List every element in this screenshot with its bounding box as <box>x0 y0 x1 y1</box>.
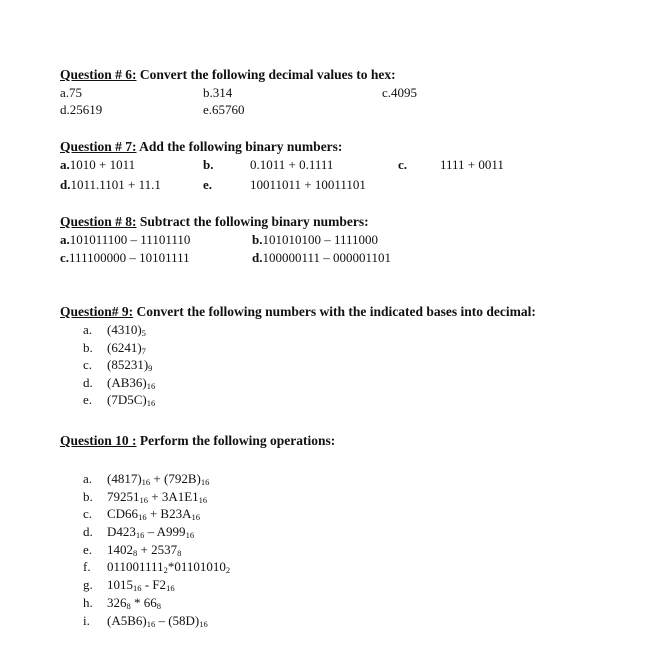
q6-item-b: b.314 <box>203 85 233 100</box>
q10-item-base1: 16 <box>133 583 142 594</box>
q10-item-letter: c. <box>83 506 93 522</box>
q10-item-letter: d. <box>83 524 93 540</box>
q9-label: Question# 9: <box>60 304 134 319</box>
q10-item-base1: 8 <box>126 600 131 611</box>
q10-item-base2: 8 <box>156 600 161 611</box>
q9-item-number: (AB36) <box>107 374 147 390</box>
q9-text: Convert the following numbers with the indicated bases into decimal: <box>133 304 536 319</box>
q10-item-operand2: * 66 <box>130 594 157 610</box>
q8-letter-a: a. <box>60 232 70 247</box>
q10-item-operand2: *01101010 <box>167 559 226 575</box>
q10-list <box>83 472 230 631</box>
q9-item-number: (4310) <box>107 322 142 337</box>
q6-item-c: c.4095 <box>382 85 418 100</box>
q10-item-base2: 16 <box>166 583 175 594</box>
q7-label: Question # 7: <box>60 139 137 154</box>
q10-item-operand2: + 2537 <box>137 541 178 557</box>
q7-letter-a: a. <box>60 157 70 172</box>
q9-item <box>83 393 155 411</box>
q8-label: Question # 8: <box>60 214 137 229</box>
q9-item <box>83 376 155 394</box>
q9-item-letter: e. <box>83 392 93 407</box>
q8-item-c <box>60 251 190 264</box>
q6-label: Question # 6: <box>60 67 137 82</box>
q8-letter-b: b. <box>252 232 263 247</box>
q10-item-operand2: + 3A1E1 <box>148 488 199 504</box>
q10-item-base2: 16 <box>199 618 208 629</box>
q8-value-d: 100000111 – 000001101 <box>262 250 392 265</box>
q9-item-letter: c. <box>83 357 93 372</box>
q10-item-base2: 2 <box>225 565 231 576</box>
q8-value-a: 101011100 – 11101110 <box>69 232 191 247</box>
q9-item-base: 9 <box>148 363 153 373</box>
q7-letter-c: c. <box>398 157 408 172</box>
q10-item-operand2: + (792B) <box>150 471 201 486</box>
q7-value-a: 1010 + 1011 <box>69 157 136 172</box>
q10-item <box>83 578 230 596</box>
q10-item-operand1: (4817) <box>107 471 142 486</box>
q10-item-operand1: 1402 <box>107 541 133 557</box>
q10-item-operand1: 011001111 <box>107 559 164 575</box>
q10-item-letter: e. <box>83 541 93 557</box>
q6-text: Convert the following decimal values to hex: <box>136 67 396 82</box>
q8-heading <box>60 215 369 229</box>
q10-item-base2: 16 <box>191 512 200 523</box>
q10-item <box>83 560 230 578</box>
q9-item-number: (7D5C) <box>107 392 147 407</box>
q8-text: Subtract the following binary numbers: <box>136 214 369 229</box>
q7-value-b: 0.1011 + 0.1111 <box>250 157 334 172</box>
q7-text: Add the following binary numbers: <box>136 139 343 154</box>
q7-value-d: 1011.1101 + 11.1 <box>70 177 161 192</box>
q10-item-letter: h. <box>83 594 93 610</box>
q8-item-a <box>60 233 190 246</box>
q10-heading <box>60 434 335 448</box>
q8-letter-c: c. <box>60 250 70 265</box>
q10-text: Perform the following operations: <box>136 433 336 448</box>
q8-item-b <box>252 233 378 246</box>
q9-list <box>83 323 155 411</box>
q10-item-base2: 8 <box>177 547 182 558</box>
q10-item-base2: 16 <box>200 477 210 487</box>
q10-item-operand2: - F2 <box>141 577 167 593</box>
q9-item-letter: b. <box>83 339 93 355</box>
q10-item-letter: a. <box>83 471 93 486</box>
q10-item <box>83 472 230 490</box>
q10-item-operand2: – (58D) <box>155 612 200 628</box>
q8-letter-d: d. <box>252 250 263 265</box>
q9-item <box>83 323 155 341</box>
q10-item-base1: 16 <box>138 512 147 523</box>
q10-item-letter: i. <box>83 612 90 628</box>
q10-item-base1: 16 <box>139 494 148 505</box>
q10-item-operand1: D423 <box>107 524 136 540</box>
q10-item <box>83 525 230 543</box>
q9-item-base: 16 <box>146 380 156 391</box>
q9-item-number: (85231) <box>107 357 149 372</box>
q10-item-base1: 16 <box>141 477 151 487</box>
q6-item-e: e.65760 <box>203 102 245 117</box>
q6-item-a: a.75 <box>60 85 83 100</box>
q10-item-base1: 16 <box>135 530 145 541</box>
q9-heading <box>60 305 536 319</box>
q8-value-c: 111100000 – 10101111 <box>69 250 190 265</box>
q7-value-c: 1111 + 0011 <box>440 157 504 172</box>
q8-item-d <box>252 251 391 264</box>
q10-item-base1: 2 <box>163 565 168 576</box>
q7-value-e: 10011011 + 10011101 <box>250 177 366 192</box>
q10-item <box>83 490 230 508</box>
q7-letter-e: e. <box>203 177 213 192</box>
q10-item-operand2: + B23A <box>146 506 192 522</box>
q10-item-base2: 16 <box>185 530 195 541</box>
q10-item-letter: b. <box>83 488 93 504</box>
q10-item <box>83 507 230 525</box>
q9-item-letter: d. <box>83 374 93 390</box>
q7-letter-b: b. <box>203 157 214 172</box>
q10-item-letter: f. <box>83 559 91 575</box>
q10-item-operand1: 1015 <box>107 577 133 593</box>
q10-label: Question 10 : <box>60 433 137 448</box>
q10-item-base1: 8 <box>133 547 138 558</box>
q10-item-operand1: 79251 <box>107 488 140 504</box>
q9-item-letter: a. <box>83 322 93 337</box>
q7-letter-d: d. <box>60 177 71 192</box>
q6-item-d: d.25619 <box>60 102 103 117</box>
q9-item-base: 7 <box>141 345 146 356</box>
q10-item-operand1: CD66 <box>107 506 139 522</box>
q10-item-base2: 16 <box>198 494 208 505</box>
q8-value-b: 101010100 – 1111000 <box>262 232 379 247</box>
q9-item-number: (6241) <box>107 339 142 355</box>
q10-item <box>83 543 230 561</box>
q7-item-d <box>60 178 161 191</box>
q7-heading <box>60 140 342 154</box>
q10-item-operand1: (A5B6) <box>107 612 147 628</box>
q10-item-base1: 16 <box>146 618 156 629</box>
q10-item-operand2: – A999 <box>144 524 186 540</box>
q9-item-base: 5 <box>141 328 146 338</box>
q10-item-operand1: 326 <box>107 594 127 610</box>
q9-item <box>83 358 155 376</box>
q9-item <box>83 341 155 359</box>
q10-item <box>83 614 230 632</box>
q9-item-base: 16 <box>146 398 156 408</box>
q10-item <box>83 596 230 614</box>
q10-item-letter: g. <box>83 577 93 593</box>
q6-heading <box>60 68 396 82</box>
q7-item-a <box>60 158 135 171</box>
